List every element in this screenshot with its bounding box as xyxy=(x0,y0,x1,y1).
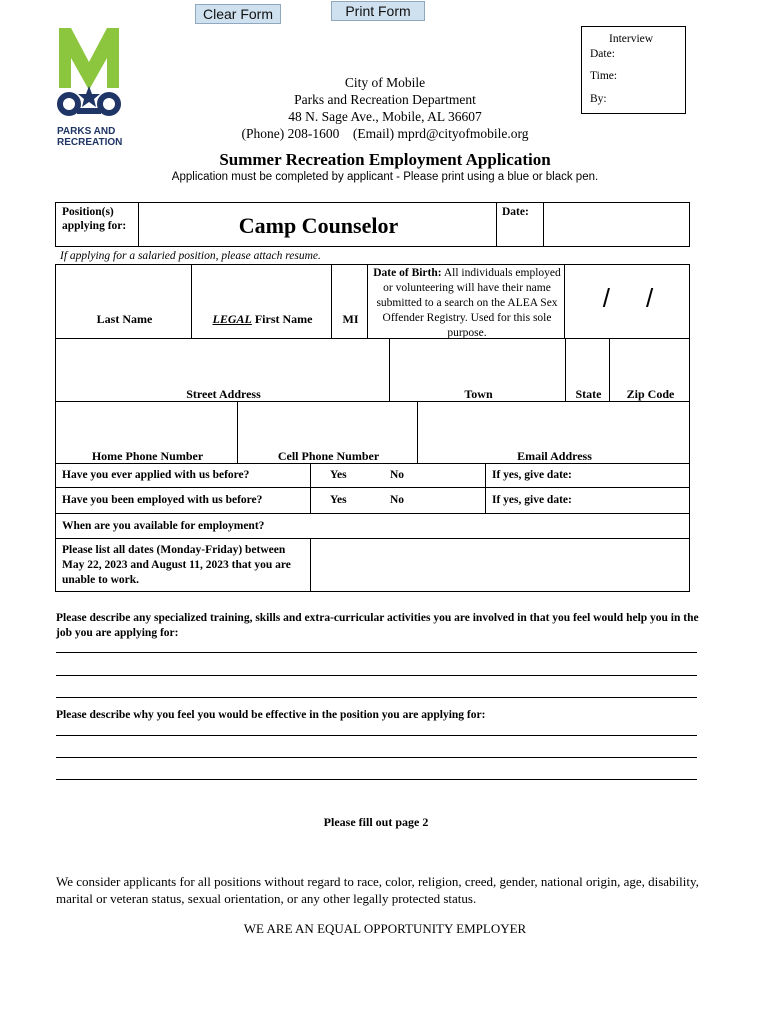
skills-line-1[interactable] xyxy=(56,652,697,653)
zip-code-label: Zip Code xyxy=(626,387,675,401)
unavailable-dates-label-cell xyxy=(55,538,311,592)
position-label-2: applying for: xyxy=(62,220,127,232)
mi-input[interactable] xyxy=(331,264,368,339)
interview-date-label: Date: xyxy=(590,48,615,60)
q1-yes-no[interactable] xyxy=(310,463,486,488)
form-title: Summer Recreation Employment Application xyxy=(219,150,551,169)
position-date-input[interactable] xyxy=(543,202,690,247)
state-label: State xyxy=(575,387,602,401)
email-input[interactable] xyxy=(417,401,690,464)
legal-word: LEGAL xyxy=(212,312,252,326)
position-label-1: Position(s) xyxy=(62,206,114,218)
street-address-label: Street Address xyxy=(186,387,261,401)
state-input[interactable] xyxy=(565,338,610,402)
mi-label: MI xyxy=(342,312,359,326)
email-label: Email Address xyxy=(517,449,592,463)
q2-no[interactable]: No xyxy=(390,494,405,506)
q1-label: Have you ever applied with us before? xyxy=(62,469,250,481)
describe-effective-prompt: Please describe why you feel you would be effective in the position you are applying for: xyxy=(56,709,486,721)
unavailable-dates-label: Please list all dates (Monday-Friday) between May 22, 2023 and August 11, 2023 that you are unable to work. xyxy=(62,544,291,586)
position-date-label: Date: xyxy=(502,206,529,218)
q1-label-cell xyxy=(55,463,311,488)
effective-line-1[interactable] xyxy=(56,735,697,736)
last-name-input[interactable] xyxy=(55,264,192,339)
interview-by-label: By: xyxy=(590,93,607,105)
unavailable-dates-input[interactable] xyxy=(310,538,690,592)
eeo-employer: WE ARE AN EQUAL OPPORTUNITY EMPLOYER xyxy=(243,921,527,936)
q1-no[interactable]: No xyxy=(390,469,405,481)
org-contact: (Phone) 208-1600 (Email) mprd@cityofmobile.org xyxy=(241,126,529,141)
fill-page-2-note: Please fill out page 2 xyxy=(323,815,429,829)
q1-date-input[interactable] xyxy=(485,463,690,488)
effective-line-2[interactable] xyxy=(56,757,697,758)
first-name-input[interactable] xyxy=(191,264,332,339)
dob-text xyxy=(372,266,562,341)
first-name-rest: First Name xyxy=(251,312,313,326)
availability-row xyxy=(55,513,690,539)
street-address-input[interactable] xyxy=(55,338,390,402)
town-input[interactable] xyxy=(389,338,566,402)
q2-date-input[interactable] xyxy=(485,487,690,514)
cell-phone-input[interactable] xyxy=(237,401,418,464)
home-phone-label: Home Phone Number xyxy=(91,449,204,463)
position-label-cell xyxy=(55,202,139,247)
form-subtitle: Application must be completed by applicant - Please print using a blue or black pen. xyxy=(171,171,599,183)
town-label: Town xyxy=(464,387,493,401)
interview-box xyxy=(581,26,686,114)
dob-value: / / xyxy=(602,283,654,313)
logo-m-icon xyxy=(57,28,121,118)
describe-skills-prompt: Please describe any specialized training, skills and extra-curricular activities you are involved in that you feel would help you in the job you are applying for: xyxy=(56,612,699,639)
position-input[interactable] xyxy=(138,202,497,247)
home-phone-input[interactable] xyxy=(55,401,238,464)
q2-label: Have you been employed with us before? xyxy=(62,494,263,506)
salaried-note: If applying for a salaried position, please attach resume. xyxy=(60,250,321,262)
first-name-label xyxy=(192,312,333,327)
dob-description: All individuals employed or volunteering will have their name submitted to a search on the ALEA Sex Offender Registry. Used for this sole purpose. xyxy=(376,267,561,339)
position-date-label-cell xyxy=(496,202,544,247)
org-address: 48 N. Sage Ave., Mobile, AL 36607 xyxy=(288,109,482,124)
q2-yes-no[interactable] xyxy=(310,487,486,514)
skills-line-3[interactable] xyxy=(56,697,697,698)
availability-label: When are you available for employment? xyxy=(62,520,265,532)
q2-label-cell xyxy=(55,487,311,514)
last-name-label: Last Name xyxy=(96,312,153,326)
eeo-statement: We consider applicants for all positions without regard to race, color, religion, creed, gender, national origin, age, disability, marital or veteran status, sexual orientation, or any other legally protected status. xyxy=(56,874,699,906)
org-name: City of Mobile xyxy=(344,75,426,90)
q1-yes[interactable]: Yes xyxy=(330,469,347,481)
position-value: Camp Counselor xyxy=(238,213,399,238)
dept-name: Parks and Recreation Department xyxy=(294,92,476,107)
print-form-button[interactable]: Print Form xyxy=(331,1,425,21)
dob-label: Date of Birth: xyxy=(373,267,442,279)
parks-recreation-logo xyxy=(57,28,121,148)
interview-title: Interview xyxy=(609,33,654,45)
interview-time-label: Time: xyxy=(590,70,618,82)
header-block xyxy=(180,74,590,142)
skills-line-2[interactable] xyxy=(56,675,697,676)
zip-code-input[interactable] xyxy=(609,338,690,402)
dob-input[interactable] xyxy=(564,264,690,339)
cell-phone-label: Cell Phone Number xyxy=(277,449,380,463)
logo-text-line2: RECREATION xyxy=(57,137,123,148)
dob-label-cell xyxy=(367,264,565,339)
logo-text-line1: PARKS AND xyxy=(57,126,116,137)
q1-give-date-label: If yes, give date: xyxy=(492,469,572,481)
clear-form-button[interactable]: Clear Form xyxy=(195,4,281,24)
q2-yes[interactable]: Yes xyxy=(330,494,347,506)
effective-line-3[interactable] xyxy=(56,779,697,780)
q2-give-date-label: If yes, give date: xyxy=(492,494,572,506)
